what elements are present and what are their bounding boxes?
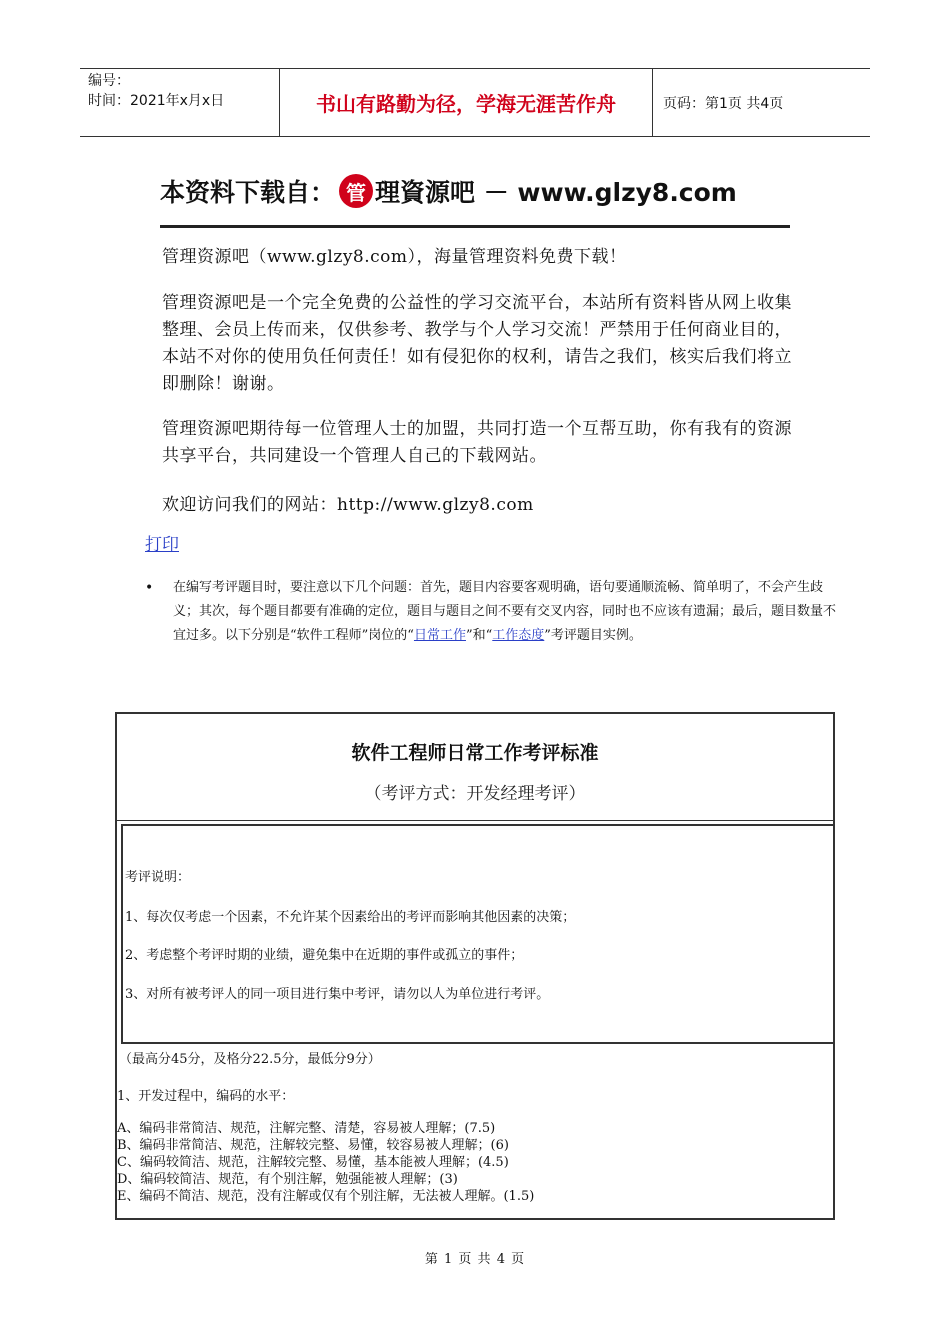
question-block xyxy=(117,1088,534,1205)
option-d: D、编码较简洁、规范，有个别注解，勉强能被人理解；(3) xyxy=(117,1172,458,1187)
document-date: 时间：2021年x月x日 xyxy=(88,93,225,109)
question-1: 1、开发过程中，编码的水平： xyxy=(117,1089,295,1104)
notice-website: 欢迎访问我们的网站：http://www.glzy8.com xyxy=(162,495,534,515)
note-1: 1、每次仅考虑一个因素，不允许某个因素给出的考评而影响其他因素的决策； xyxy=(125,910,576,925)
notes-heading: 考评说明： xyxy=(125,870,191,885)
site-logo-icon: 管 xyxy=(339,174,373,208)
bullet-icon: • xyxy=(145,580,154,596)
option-a: A、编码非常简洁、规范，注解完整、清楚，容易被人理解；(7.5) xyxy=(117,1121,496,1136)
option-c: C、编码较简洁、规范，注解较完整、易懂，基本能被人理解；(4.5) xyxy=(117,1155,509,1170)
banner-prefix: 本资料下载自： xyxy=(160,178,336,207)
header-meta xyxy=(80,69,280,136)
intro-text-mid: ”和“ xyxy=(465,628,493,643)
page-header xyxy=(80,68,870,137)
header-page-info: 页码：第1页 共4页 xyxy=(663,95,784,112)
source-banner xyxy=(160,170,790,232)
print-link[interactable]: 打印 xyxy=(145,535,179,555)
notice-line-1: 管理资源吧（www.glzy8.com），海量管理资料免费下载！ xyxy=(162,247,627,267)
option-e: E、编码不简洁、规范，没有注解或仅有个别注解，无法被人理解。(1.5) xyxy=(117,1189,535,1204)
page-footer: 第 1 页 共 4 页 xyxy=(424,1252,526,1267)
intro-text-after: ”考评题目实例。 xyxy=(544,628,642,643)
intro-paragraph xyxy=(145,576,845,648)
score-range: （最高分45分，及格分22.5分，最低分9分） xyxy=(119,1052,381,1067)
option-b: B、编码非常简洁、规范，注解较完整、易懂，较容易被人理解；(6) xyxy=(117,1138,509,1153)
notice-disclaimer: 管理资源吧是一个完全免费的公益性的学习交流平台，本站所有资料皆从网上收集整理、会员上传而来，仅供参考、教学与个人学习交流！严禁用于任何商业目的，本站不对你的使用负任何责任！如有侵犯你的权利，请告之我们，核实后我们将立即删除！谢谢。 xyxy=(162,293,792,394)
evaluation-table xyxy=(115,712,835,1220)
daily-work-link[interactable]: 日常工作 xyxy=(413,628,466,643)
table-subtitle: （考评方式：开发经理考评） xyxy=(364,784,586,804)
banner-title xyxy=(160,170,790,212)
notice-invitation: 管理资源吧期待每一位管理人士的加盟，共同打造一个互帮互助，你有我有的资源共享平台，共同建设一个管理人自己的下载网站。 xyxy=(162,419,792,466)
banner-divider xyxy=(160,225,790,228)
document-number-label: 编号： xyxy=(88,73,130,89)
table-title-cell xyxy=(117,714,833,821)
banner-suffix: 理資源吧 － www.glzy8.com xyxy=(375,178,737,207)
table-title: 软件工程师日常工作考评标准 xyxy=(351,742,599,764)
evaluation-notes xyxy=(121,824,835,1044)
intro-text-before: 在编写考评题目时，要注意以下几个问题：首先，题目内容要客观明确，语句要通顺流畅、简单明了，不会产生歧义；其次，每个题目都要有准确的定位，题目与题目之间不要有交叉内容，同时也不应该有遗漏；最后，题目数量不宜过多。以下分别是“软件工程师”岗位的“ xyxy=(173,580,837,643)
header-motto: 书山有路勤为径，学海无涯苦作舟 xyxy=(280,69,653,136)
intro-text xyxy=(173,576,845,648)
work-attitude-link[interactable]: 工作态度 xyxy=(492,628,545,643)
note-3: 3、对所有被考评人的同一项目进行集中考评，请勿以人为单位进行考评。 xyxy=(125,987,550,1002)
note-2: 2、考虑整个考评时期的业绩，避免集中在近期的事件或孤立的事件； xyxy=(125,948,524,963)
